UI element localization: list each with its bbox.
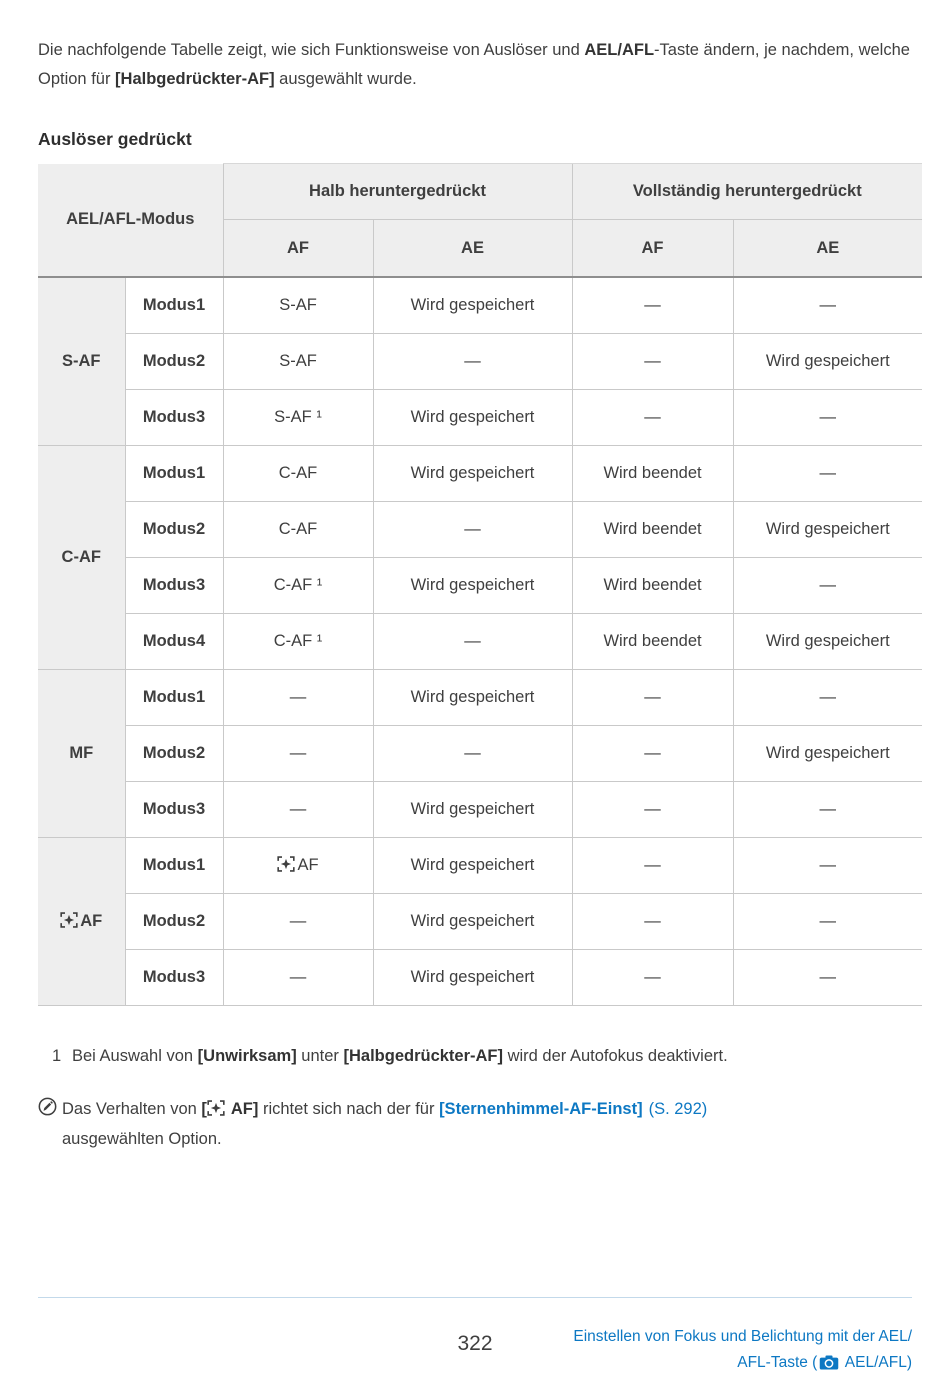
- note-block: [38, 1094, 912, 1154]
- value-cell: —: [373, 614, 572, 670]
- value-cell: —: [733, 390, 922, 446]
- value-cell: —: [733, 838, 922, 894]
- value-cell: C-AF: [223, 502, 373, 558]
- value-cell: —: [373, 502, 572, 558]
- table-row: [38, 502, 922, 558]
- footnote-text: Bei Auswahl von [Unwirksam] unter [Halbgedrückter-AF] wird der Autofokus deaktiviert.: [72, 1047, 728, 1065]
- group-cell-starry-af: [38, 838, 125, 1006]
- value-cell: Wird gespeichert: [373, 838, 572, 894]
- value-cell: Wird gespeichert: [373, 277, 572, 334]
- mode-cell: Modus2: [125, 726, 223, 782]
- table-row: [38, 670, 922, 726]
- value-cell: —: [223, 726, 373, 782]
- table-row: [38, 614, 922, 670]
- halbgedrueckter-af-bold: [Halbgedrückter-AF]: [115, 70, 275, 88]
- value-label: AF: [297, 856, 319, 874]
- aelafl-mode-table: [38, 163, 922, 1006]
- value-cell: —: [572, 334, 733, 390]
- value-cell: Wird gespeichert: [373, 670, 572, 726]
- sternenhimmel-af-link[interactable]: [Sternenhimmel-AF-Einst]: [439, 1100, 643, 1118]
- mode-cell: Modus3: [125, 558, 223, 614]
- value-cell: —: [373, 334, 572, 390]
- subheader-ae: AE: [373, 220, 572, 278]
- starry-sky-af-icon: [60, 912, 78, 928]
- subheader-af: AF: [572, 220, 733, 278]
- value-cell: —: [733, 950, 922, 1006]
- table-row: [38, 277, 922, 334]
- mode-cell: Modus3: [125, 950, 223, 1006]
- footnote-1: [38, 1042, 912, 1071]
- starry-sky-af-icon: [277, 856, 295, 872]
- value-cell: S-AF ¹: [223, 390, 373, 446]
- value-cell: —: [733, 670, 922, 726]
- group-cell-c-af: C-AF: [38, 446, 125, 670]
- intro-paragraph: [38, 36, 912, 94]
- page-ref-link[interactable]: (S. 292): [648, 1100, 708, 1118]
- subheader-ae: AE: [733, 220, 922, 278]
- intro-text: -Taste ändern, je nachdem, welche Option für: [38, 41, 910, 88]
- mode-cell: Modus2: [125, 894, 223, 950]
- mode-cell: Modus2: [125, 502, 223, 558]
- mode-cell: Modus1: [125, 670, 223, 726]
- table-row: [38, 950, 922, 1006]
- value-cell: Wird beendet: [572, 614, 733, 670]
- starry-sky-af-icon: [207, 1100, 225, 1116]
- mode-cell: Modus2: [125, 334, 223, 390]
- header-row: [38, 164, 922, 220]
- value-cell: Wird beendet: [572, 446, 733, 502]
- value-cell: —: [733, 558, 922, 614]
- value-cell: Wird beendet: [572, 502, 733, 558]
- mode-cell: Modus4: [125, 614, 223, 670]
- value-cell: Wird gespeichert: [373, 558, 572, 614]
- value-cell: —: [733, 277, 922, 334]
- value-cell: —: [733, 894, 922, 950]
- value-cell: Wird gespeichert: [733, 614, 922, 670]
- intro-text: ausgewählt wurde.: [274, 70, 417, 88]
- mode-cell: Modus1: [125, 446, 223, 502]
- table-row: [38, 334, 922, 390]
- halbgedrueckter-af-bold: [Halbgedrückter-AF]: [343, 1047, 503, 1065]
- value-cell: [223, 838, 373, 894]
- value-cell: S-AF: [223, 334, 373, 390]
- table-row: [38, 446, 922, 502]
- group-cell-mf: MF: [38, 670, 125, 838]
- pen-note-icon: [38, 1094, 62, 1154]
- mode-cell: Modus3: [125, 782, 223, 838]
- intro-text: Die nachfolgende Tabelle zeigt, wie sich Funktionsweise von Auslöser und: [38, 41, 585, 59]
- value-cell: Wird gespeichert: [373, 446, 572, 502]
- value-cell: —: [572, 726, 733, 782]
- value-cell: —: [223, 782, 373, 838]
- mode-cell: Modus1: [125, 838, 223, 894]
- group-label: AF: [80, 912, 103, 930]
- mode-cell: Modus1: [125, 277, 223, 334]
- value-cell: —: [572, 390, 733, 446]
- footnote-number: 1: [52, 1047, 62, 1065]
- value-cell: —: [572, 838, 733, 894]
- value-cell: —: [733, 446, 922, 502]
- subheader-af: AF: [223, 220, 373, 278]
- corner-header: AEL/AFL-Modus: [38, 164, 223, 278]
- page-footer: [38, 1297, 912, 1374]
- value-cell: S-AF: [223, 277, 373, 334]
- value-cell: Wird gespeichert: [733, 334, 922, 390]
- table-row: [38, 894, 922, 950]
- value-cell: Wird beendet: [572, 558, 733, 614]
- value-cell: —: [572, 782, 733, 838]
- value-cell: —: [572, 670, 733, 726]
- value-cell: C-AF ¹: [223, 558, 373, 614]
- value-cell: —: [373, 726, 572, 782]
- value-cell: —: [572, 894, 733, 950]
- section-title: Auslöser gedrückt: [38, 129, 192, 149]
- table-row: [38, 726, 922, 782]
- footer-section-link[interactable]: Einstellen von Fokus und Belichtung mit der AEL/ AFL-Taste ( AEL/AFL): [573, 1328, 912, 1371]
- value-cell: —: [223, 894, 373, 950]
- value-cell: Wird gespeichert: [373, 782, 572, 838]
- value-cell: Wird gespeichert: [733, 502, 922, 558]
- table-row: [38, 558, 922, 614]
- value-cell: —: [733, 782, 922, 838]
- value-cell: —: [572, 277, 733, 334]
- value-cell: —: [223, 950, 373, 1006]
- note-text: Das Verhalten von [ AF] richtet sich nach der für [Sternenhimmel-AF-Einst] (S. 292) ausgewählten Option.: [62, 1100, 708, 1148]
- table-row: [38, 838, 922, 894]
- value-cell: Wird gespeichert: [373, 950, 572, 1006]
- value-cell: Wird gespeichert: [373, 894, 572, 950]
- value-cell: —: [223, 670, 373, 726]
- value-cell: Wird gespeichert: [733, 726, 922, 782]
- aelafl-bold: AEL/AFL: [584, 41, 655, 59]
- camera-icon: [819, 1355, 839, 1370]
- group-cell-s-af: S-AF: [38, 277, 125, 446]
- value-cell: C-AF: [223, 446, 373, 502]
- page-number: 322: [457, 1332, 493, 1355]
- value-cell: C-AF ¹: [223, 614, 373, 670]
- unwirksam-bold: [Unwirksam]: [197, 1047, 297, 1065]
- table-row: [38, 390, 922, 446]
- table-row: [38, 782, 922, 838]
- value-cell: —: [572, 950, 733, 1006]
- mode-cell: Modus3: [125, 390, 223, 446]
- full-pressed-header: Vollständig heruntergedrückt: [572, 164, 922, 220]
- half-pressed-header: Halb heruntergedrückt: [223, 164, 572, 220]
- value-cell: Wird gespeichert: [373, 390, 572, 446]
